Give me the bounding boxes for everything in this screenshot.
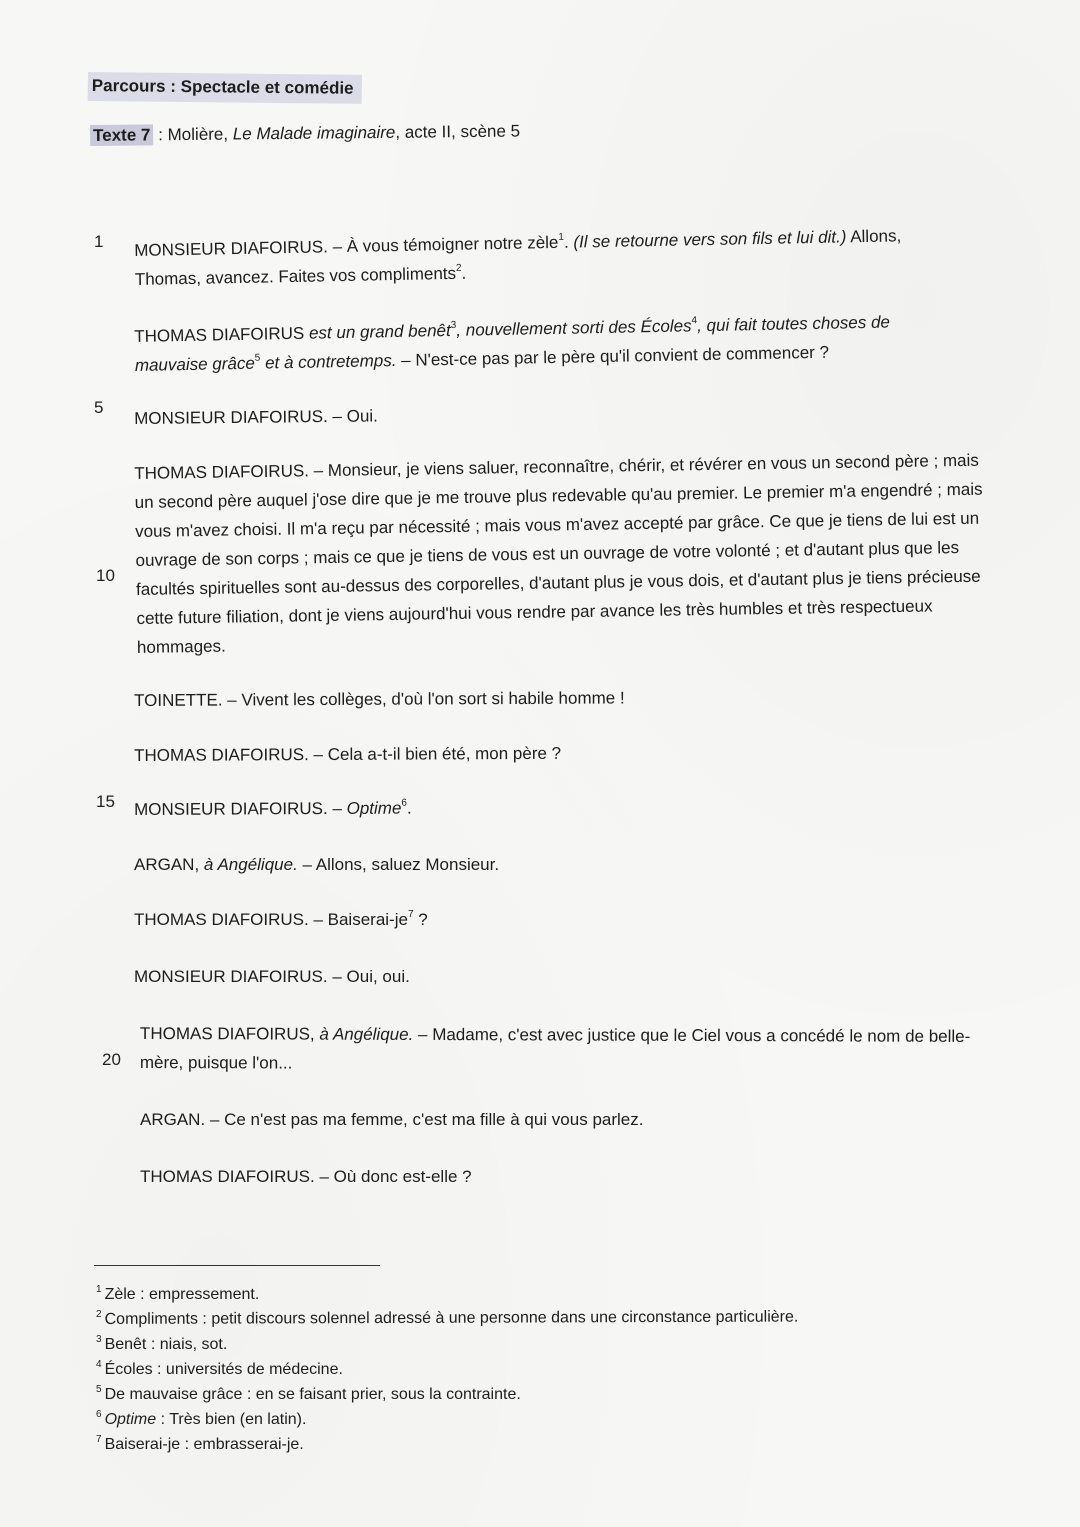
footnote-term: Optime [104,1411,157,1428]
line-number: 5 [94,398,104,417]
course-title: Parcours : Spectacle et comédie [88,72,362,104]
punctuation: . [461,263,467,283]
dialogue-line [134,790,1004,824]
stage-direction: , nouvellement sorti des Écoles [456,316,692,340]
text-reference [90,121,520,146]
footnote-ref: 4 [691,315,698,327]
footnote-ref: 5 [254,352,261,365]
stage-direction: et à contretemps. [260,350,397,373]
dialogue-text: MONSIEUR DIAFOIRUS. – [134,798,347,819]
footnote-term: De mauvaise grâce [104,1386,243,1403]
line-number: 15 [96,792,115,811]
dialogue-text: THOMAS DIAFOIRUS. – Baiserai-je [134,910,408,929]
line-number: 1 [94,232,104,251]
dialogue-text: Thomas, avancez. Faites vos compliments [134,263,457,289]
stage-direction: est un grand benêt [304,320,451,343]
dialogue-text: – N'est-ce pas par le père qu'il convient de commencer ? [396,342,830,370]
footnote-number: 4 [96,1358,102,1370]
dialogue-line [140,1105,1010,1134]
dialogue-line [134,736,1004,770]
stage-direction: (Il se retourne vers son fils et lui dit.) [568,227,847,252]
dialogue-text: ARGAN, [134,855,204,874]
footnote-number: 3 [96,1333,102,1345]
footnote [96,1357,996,1382]
footnote-number: 7 [96,1433,102,1445]
stage-direction: , qui fait toutes choses de [696,312,891,336]
footnote-term: Compliments [104,1310,198,1328]
stage-direction: à Angélique. [319,1024,414,1044]
footnote-term: Baiserai-je [104,1436,181,1453]
footnote-number: 2 [96,1308,102,1320]
footnote-number: 5 [96,1383,102,1395]
dialogue-text: THOMAS DIAFOIRUS, [139,1024,320,1044]
footnote-definition: : empressement. [135,1286,260,1303]
footnote-definition: : niais, sot. [146,1336,228,1353]
stage-direction: mauvaise grâce [134,353,256,375]
footnote [96,1382,996,1407]
punctuation: ? [413,910,428,929]
play-title: Le Malade imaginaire [232,122,396,144]
footnote [96,1332,996,1357]
speaker-text: MONSIEUR DIAFOIRUS. – À vous témoigner notre zèle [134,232,559,260]
stage-direction-paragraph [134,305,1005,380]
footnote [96,1432,996,1457]
footnote-ref: 2 [455,263,462,275]
dialogue-text: THOMAS DIAFOIRUS. – Cela a-t-il bien été, mon père ? [134,743,562,765]
footnote-ref: 1 [558,232,564,244]
footnote-definition: : en se faisant prier, sous la contrainte. [242,1386,521,1403]
dialogue-line [134,395,1004,433]
text-title-pre: : Molière, [153,124,233,145]
footnote-divider [94,1265,380,1266]
dialogue-line [134,905,1004,934]
footnote-ref: 7 [407,909,414,921]
dialogue-text: THOMAS DIAFOIRUS. – Où donc est-elle ? [140,1167,472,1186]
dialogue-text: – Madame, c'est avec justice que le Ciel vous a concédé le nom de belle-mère, puisque l'on... [139,1024,971,1073]
line-number: 20 [102,1050,121,1069]
dialogue-text: THOMAS DIAFOIRUS. – Monsieur, je viens saluer, reconnaître, chérir, et révérer en vous un second père ; mais un second père auquel j'ose dire que je me trouve plus redevable qu'au premier. Le premier m'a engendré ; mais vous m'avez choisi. Il m'a reçu par nécessité ; mais vous m'avez accepté par grâce. Ce que je tiens de lui est un ouvrage de son corps ; mais ce que je tiens de vous est un ouvrage de votre volonté ; et d'autant plus que les facultés spirituelles sont au-dessus des corporelles, d'autant plus je vous dois, et d'autant plus je tiens précieuse cette future filiation, dont je viens aujourd'hui vous rendre par avance les très humbles et très respectueux hommages. [134,450,983,657]
punctuation: . [406,798,412,818]
dialogue-line [134,681,1004,715]
latin-word: Optime [346,798,402,818]
footnote-number: 1 [96,1283,102,1295]
footnote-definition: : Très bien (en latin). [156,1411,307,1428]
dialogue-line [134,850,1004,879]
dialogue-text: MONSIEUR DIAFOIRUS. – Oui, oui. [134,967,410,986]
footnote-definition: : universités de médecine. [152,1361,343,1378]
footnote-term: Benêt [104,1336,147,1353]
stage-direction: à Angélique. [203,855,298,874]
footnotes [96,1282,996,1457]
footnote [96,1407,996,1432]
footnote-number: 6 [96,1408,102,1420]
dialogue-text: MONSIEUR DIAFOIRUS. – Oui. [134,406,378,428]
dialogue-text: TOINETTE. – Vivent les collèges, d'où l'on sort si habile homme ! [134,688,625,710]
footnote [96,1282,996,1307]
dialogue-line [134,962,1004,991]
character-name: THOMAS DIAFOIRUS [134,323,305,346]
dialogue-line [140,1162,1010,1191]
line-number: 10 [96,566,115,585]
footnote-ref: 6 [401,797,407,809]
footnote-term: Zèle [104,1286,136,1303]
footnote-definition: : petit discours solennel adressé à une personne dans une circonstance particulière. [197,1308,799,1328]
dialogue-text: – Allons, saluez Monsieur. [297,855,500,874]
dialogue-speech [134,445,999,662]
dialogue-line: MONSIEUR DIAFOIRUS. – À vous témoigner notre zèle$^1$. (Il se retourne vers son fils et lui dit.) Allons, Thomas, avancez. Faites vos compliments$^2$. [134,226,902,289]
footnote-term: Écoles [104,1361,153,1378]
text-label: Texte 7 [90,124,154,146]
dialogue-text: Allons, [846,226,902,247]
dialogue-text: ARGAN. – Ce n'est pas ma femme, c'est ma fille à qui vous parlez. [140,1110,644,1129]
footnote [96,1304,996,1332]
footnote-definition: : embrasserai-je. [180,1436,304,1453]
footnote-ref: 3 [450,320,457,332]
text-title-post: , acte II, scène 5 [395,121,521,142]
dialogue-line [140,1019,1006,1080]
